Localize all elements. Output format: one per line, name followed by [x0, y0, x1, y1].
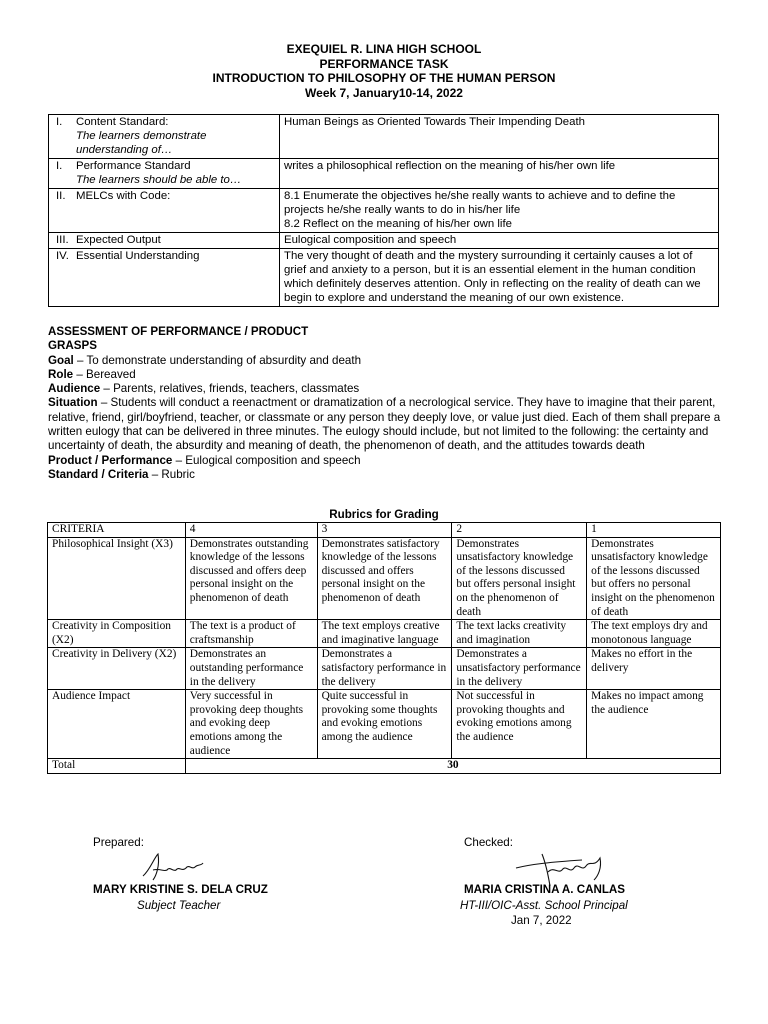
- rubric-header-cell: 4: [185, 523, 317, 538]
- rubric-header-cell: CRITERIA: [48, 523, 186, 538]
- standard-label: Essential Understanding: [76, 250, 200, 262]
- standard-sublabel: The learners demonstrate: [76, 130, 207, 142]
- subject-title: INTRODUCTION TO PHILOSOPHY OF THE HUMAN PERSON: [212, 71, 556, 85]
- rubric-score-cell: The text is a product of craftsmanship: [185, 620, 317, 648]
- prepared-title: Subject Teacher: [137, 899, 221, 912]
- standards-row: [49, 159, 719, 189]
- standard-line: Standard / Criteria – Rubric: [48, 467, 195, 481]
- standard-value: 8.2 Reflect on the meaning of his/her own life: [284, 218, 512, 230]
- rubric-score-cell: Demonstrates a unsatisfactory performance in the delivery: [452, 648, 587, 690]
- standard-label: MELCs with Code:: [76, 190, 171, 202]
- rubric-total-label: Total: [48, 759, 186, 774]
- standards-table: [48, 114, 719, 307]
- rubric-header-row: [48, 523, 721, 538]
- rubric-score-cell: Not successful in provoking thoughts and evoking emotions among the audience: [452, 690, 587, 759]
- product-line: Product / Performance – Eulogical composition and speech: [48, 453, 361, 467]
- rubric-score-cell: Demonstrates a satisfactory performance in the delivery: [317, 648, 452, 690]
- prepared-label: Prepared:: [93, 836, 144, 849]
- standard-label: Expected Output: [76, 234, 161, 246]
- standards-row: [49, 249, 719, 307]
- rubric-title: Rubrics for Grading: [329, 508, 439, 521]
- rubric-score-cell: Makes no effort in the delivery: [587, 648, 721, 690]
- rubric-row: [48, 690, 721, 759]
- checked-title: HT-III/OIC-Asst. School Principal: [460, 899, 628, 912]
- rubric-criteria-cell: Creativity in Delivery (X2): [48, 648, 186, 690]
- rubric-criteria-cell: Philosophical Insight (X3): [48, 537, 186, 620]
- standard-label-cell: [49, 249, 280, 307]
- rubric-total-row: [48, 759, 721, 774]
- checked-label: Checked:: [464, 836, 513, 849]
- assessment-section: [48, 325, 724, 482]
- standard-value-cell: [280, 115, 719, 159]
- standard-number: I.: [56, 160, 63, 172]
- standard-number: III.: [56, 234, 69, 246]
- rubric-score-cell: Demonstrates outstanding knowledge of the lessons discussed and offers deep personal insight on the phenomenon of death: [185, 537, 317, 620]
- standard-label-cell: [49, 233, 280, 249]
- week-label: Week 7, January10-14, 2022: [305, 85, 463, 100]
- rubric-row: [48, 620, 721, 648]
- role-line: Role – Bereaved: [48, 367, 136, 381]
- rubric-criteria-cell: Creativity in Composition (X2): [48, 620, 186, 648]
- rubric-score-cell: Demonstrates unsatisfactory knowledge of the lessons discussed but offers personal insight on the phenomenon of death: [452, 537, 587, 620]
- rubric-row: [48, 648, 721, 690]
- prepared-name: MARY KRISTINE S. DELA CRUZ: [93, 883, 268, 896]
- rubric-score-cell: Demonstrates satisfactory knowledge of the lessons discussed and offers personal insight on the phenomenon of death: [317, 537, 452, 620]
- school-name: EXEQUIEL R. LINA HIGH SCHOOL: [286, 42, 482, 56]
- standard-value: Eulogical composition and speech: [284, 234, 457, 246]
- document-header: [0, 42, 768, 100]
- standards-row: [49, 115, 719, 159]
- task-title: PERFORMANCE TASK: [319, 56, 449, 71]
- standard-value-cell: [280, 249, 719, 307]
- rubric-total-value: 30: [185, 759, 720, 774]
- rubric-header-cell: 2: [452, 523, 587, 538]
- checked-name: MARIA CRISTINA A. CANLAS: [464, 883, 626, 896]
- standard-number: IV.: [56, 250, 69, 262]
- standard-value: writes a philosophical reflection on the meaning of his/her own life: [284, 160, 616, 172]
- standard-label-cell: [49, 115, 280, 159]
- standard-label-cell: [49, 159, 280, 189]
- standard-label: Content Standard:: [76, 116, 169, 128]
- standards-row: [49, 189, 719, 233]
- audience-line: Audience – Parents, relatives, friends, teachers, classmates: [48, 382, 360, 396]
- standard-value: Human Beings as Oriented Towards Their Impending Death: [284, 116, 585, 128]
- rubric-header-cell: 1: [587, 523, 721, 538]
- situation-line: Situation – Students will conduct a reenactment or dramatization of a necrological service. They have to imagine that their parent, relative, friend, girl/boyfriend, teacher, or classmate or any person they deeply love, or value just died. Each of them shall prepare a written eulogy that can be delivered in three minutes. The eulogy should include, but not limited to the following: the certainty and uncertainty of death, the absurdity and meaning of death, the phenomenon of death, and the attitudes towards death: [48, 396, 721, 453]
- standard-sublabel: The learners should be able to…: [76, 174, 242, 186]
- standard-value-cell: [280, 233, 719, 249]
- rubric-score-cell: Demonstrates an outstanding performance in the delivery: [185, 648, 317, 690]
- rubric-score-cell: Quite successful in provoking some thoughts and evoking emotions among the audience: [317, 690, 452, 759]
- standard-value-cell: [280, 159, 719, 189]
- rubric-score-cell: The text lacks creativity and imagination: [452, 620, 587, 648]
- standard-sublabel: understanding of…: [76, 144, 173, 156]
- assessment-heading: ASSESSMENT OF PERFORMANCE / PRODUCT: [48, 325, 309, 338]
- standard-label: Performance Standard: [76, 160, 191, 172]
- standard-value-cell: [280, 189, 719, 233]
- standards-row: [49, 233, 719, 249]
- rubric-header-cell: 3: [317, 523, 452, 538]
- standard-label-cell: [49, 189, 280, 233]
- rubric-criteria-cell: Audience Impact: [48, 690, 186, 759]
- rubric-score-cell: The text employs dry and monotonous language: [587, 620, 721, 648]
- rubric-table: [47, 522, 721, 774]
- rubric-score-cell: Demonstrates unsatisfactory knowledge of the lessons discussed but offers no personal insight on the phenomenon of death: [587, 537, 721, 620]
- rubric-row: [48, 537, 721, 620]
- goal-line: Goal – To demonstrate understanding of absurdity and death: [48, 353, 362, 367]
- standard-value: The very thought of death and the mystery surrounding it certainly causes a lot of grief and anxiety to a person, but it is an essential element in the human condition which definitely deserves attention. Only in reflecting on the reality of death can we begin to explore and understand the meaning of our own existence.: [284, 250, 701, 304]
- rubric-score-cell: Very successful in provoking deep thoughts and evoking deep emotions among the audience: [185, 690, 317, 759]
- standard-number: I.: [56, 116, 63, 128]
- grasps-heading: GRASPS: [48, 339, 97, 353]
- standard-number: II.: [56, 190, 66, 202]
- rubric-score-cell: The text employs creative and imaginative language: [317, 620, 452, 648]
- standard-value: 8.1 Enumerate the objectives he/she really wants to achieve and to define the projects he/she really wants to do in his/her life: [284, 190, 676, 216]
- checked-date: Jan 7, 2022: [511, 914, 572, 927]
- rubric-score-cell: Makes no impact among the audience: [587, 690, 721, 759]
- prepared-signature-icon: [140, 850, 206, 884]
